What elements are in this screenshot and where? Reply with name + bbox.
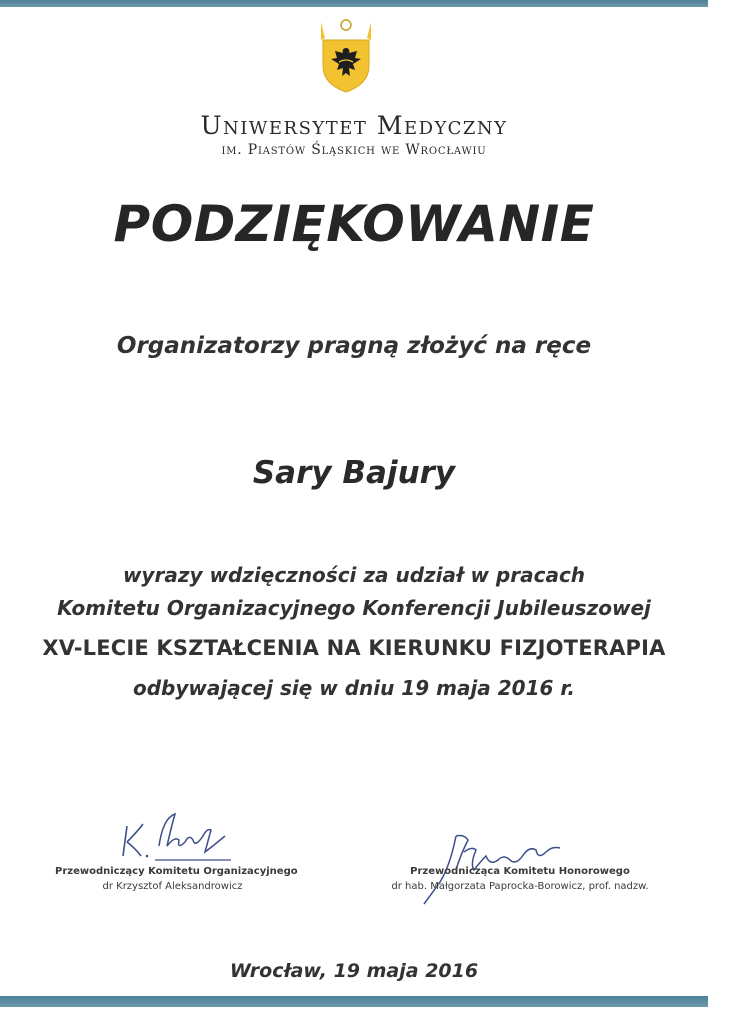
- page-margin: [708, 0, 745, 1024]
- university-crest-icon: [315, 18, 377, 94]
- university-subtitle: im. Piastów Śląskich we Wrocławiu: [221, 142, 487, 158]
- top-border: [0, 0, 708, 7]
- body-line: Komitetu Organizacyjnego Konferencji Jubileuszowej: [57, 596, 651, 620]
- signature-block-organizing: [55, 866, 298, 892]
- body-line: wyrazy wdzięczności za udział w pracach: [122, 563, 586, 587]
- signatory-role: Przewodniczący Komitetu Organizacyjnego: [55, 866, 298, 877]
- place-and-date: Wrocław, 19 maja 2016: [229, 960, 479, 982]
- university-name: Uniwersytet Medyczny: [200, 111, 508, 140]
- recipient-name: Sary Bajury: [252, 455, 456, 491]
- signatory-role: Przewodnicząca Komitetu Honorowego: [410, 866, 630, 877]
- signatory-name: dr Krzysztof Aleksandrowicz: [102, 881, 243, 892]
- signature-left: [115, 806, 235, 868]
- signature-block-honorary: [375, 866, 665, 892]
- signatory-name: dr hab. Małgorzata Paprocka-Borowicz, prof. nadzw.: [391, 881, 649, 892]
- bottom-border: [0, 996, 708, 1007]
- conference-name: XV-LECIE KSZTAŁCENIA NA KIERUNKU FIZJOTERAPIA: [42, 636, 666, 660]
- intro-text: Organizatorzy pragną złożyć na ręce: [116, 333, 592, 359]
- document-title: PODZIĘKOWANIE: [113, 195, 595, 253]
- body-line: odbywającej się w dniu 19 maja 2016 r.: [133, 676, 575, 700]
